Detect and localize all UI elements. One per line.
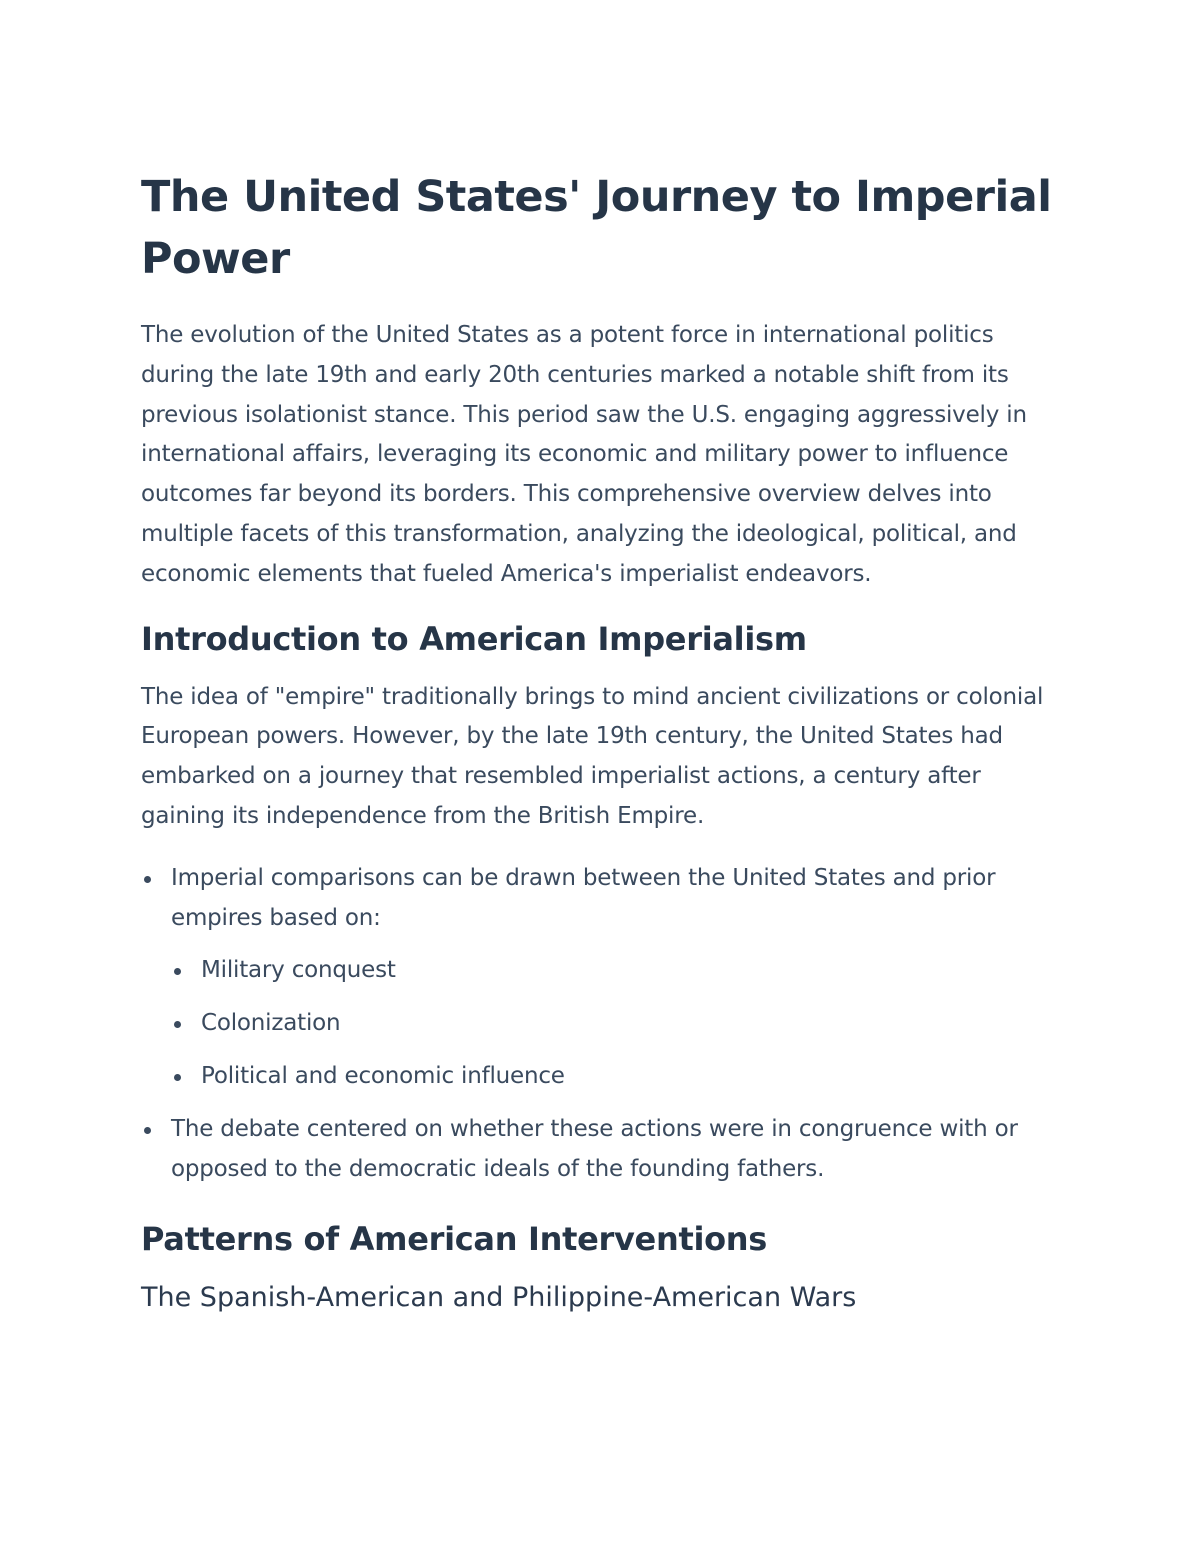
document-title: The United States' Journey to Imperial Power (141, 172, 1052, 284)
list-item: Military conquest (171, 951, 1066, 991)
section-paragraph-introduction: The idea of "empire" traditionally brings to mind ancient civilizations or colonial European powers. However, by the late 19th century, the United States had embarked on a journey that resembled imperialist actions, a century after gaining its independence from the British Empire. (141, 683, 1044, 829)
section-heading-introduction: Introduction to American Imperialism (141, 619, 807, 658)
sub-bullet-list (171, 951, 1066, 1096)
section-heading-patterns: Patterns of American Interventions (141, 1220, 768, 1259)
document-page (141, 166, 1066, 1318)
list-item-text: Imperial comparisons can be drawn between the United States and prior empires based on: (171, 864, 996, 931)
list-item-text: The debate centered on whether these actions were in congruence with or opposed to the democratic ideals of the founding fathers. (171, 1115, 1018, 1182)
subsection-heading-wars: The Spanish-American and Philippine-American Wars (141, 1282, 857, 1314)
intro-paragraph: The evolution of the United States as a potent force in international politics during the late 19th and early 20th centuries marked a notable shift from its previous isolationist stance. This period saw the U.S. engaging aggressively in international affairs, leveraging its economic and military power to influence outcomes far beyond its borders. This comprehensive overview delves into multiple facets of this transformation, analyzing the ideological, political, and economic elements that fueled America's imperialist endeavors. (141, 322, 1027, 587)
list-item (141, 1110, 1066, 1190)
list-item: Political and economic influence (171, 1057, 1066, 1097)
list-item: Colonization (171, 1004, 1066, 1044)
bullet-list (141, 859, 1066, 1190)
list-item (141, 859, 1066, 1097)
